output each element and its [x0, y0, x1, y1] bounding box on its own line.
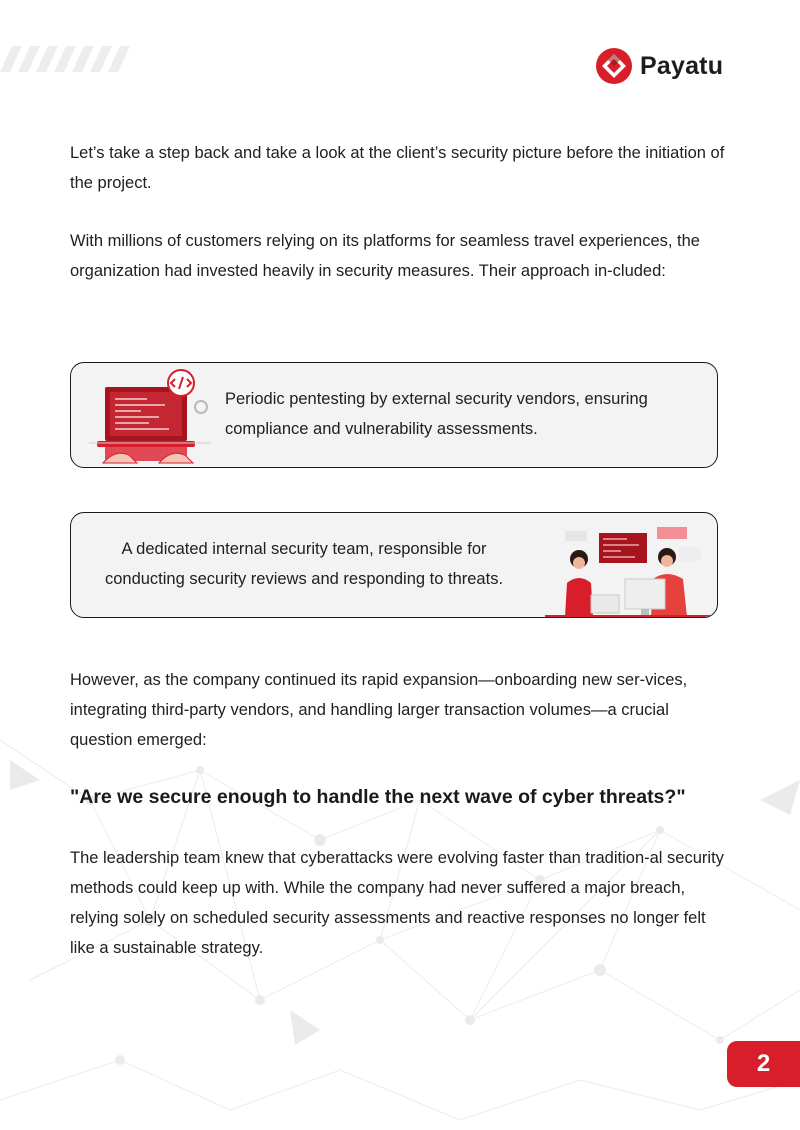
laptop-code-illustration-icon	[85, 367, 215, 467]
page-number-badge: 2	[727, 1041, 800, 1087]
security-team-illustration-icon	[545, 521, 711, 617]
brand-name: Payatu	[640, 51, 724, 80]
approach-card-text: Periodic pentesting by external security vendors, ensuring compliance and vulnerability assessments.	[225, 390, 648, 438]
intro-paragraph-1: Let’s take a step back and take a look at the client’s security picture before the initiation of the project.	[70, 144, 725, 192]
approach-card-internal-team	[70, 512, 718, 618]
key-question-quote: "Are we secure enough to handle the next wave of cyber threats?"	[70, 786, 686, 808]
header-stripes-decoration	[0, 46, 150, 72]
brand-logo	[594, 46, 723, 86]
approach-card-pentesting	[70, 362, 718, 468]
intro-paragraph-2: With millions of customers relying on its platforms for seamless travel experiences, the organization had invested heavily in security measures. Their approach in-cluded:	[70, 232, 700, 280]
leadership-paragraph: The leadership team knew that cyberattacks were evolving faster than tradition-al security methods could keep up with. While the company had never suffered a major breach, relying solely on scheduled security assessments and reactive responses no longer felt like a sustainable strategy.	[70, 849, 724, 957]
payatu-logo-icon	[594, 46, 634, 86]
expansion-paragraph: However, as the company continued its rapid expansion—onboarding new ser-vices, integrating third-party vendors, and handling larger transaction volumes—a crucial question emerged:	[70, 671, 688, 749]
approach-card-text: A dedicated internal security team, responsible for conducting security reviews and responding to threats.	[104, 540, 504, 588]
